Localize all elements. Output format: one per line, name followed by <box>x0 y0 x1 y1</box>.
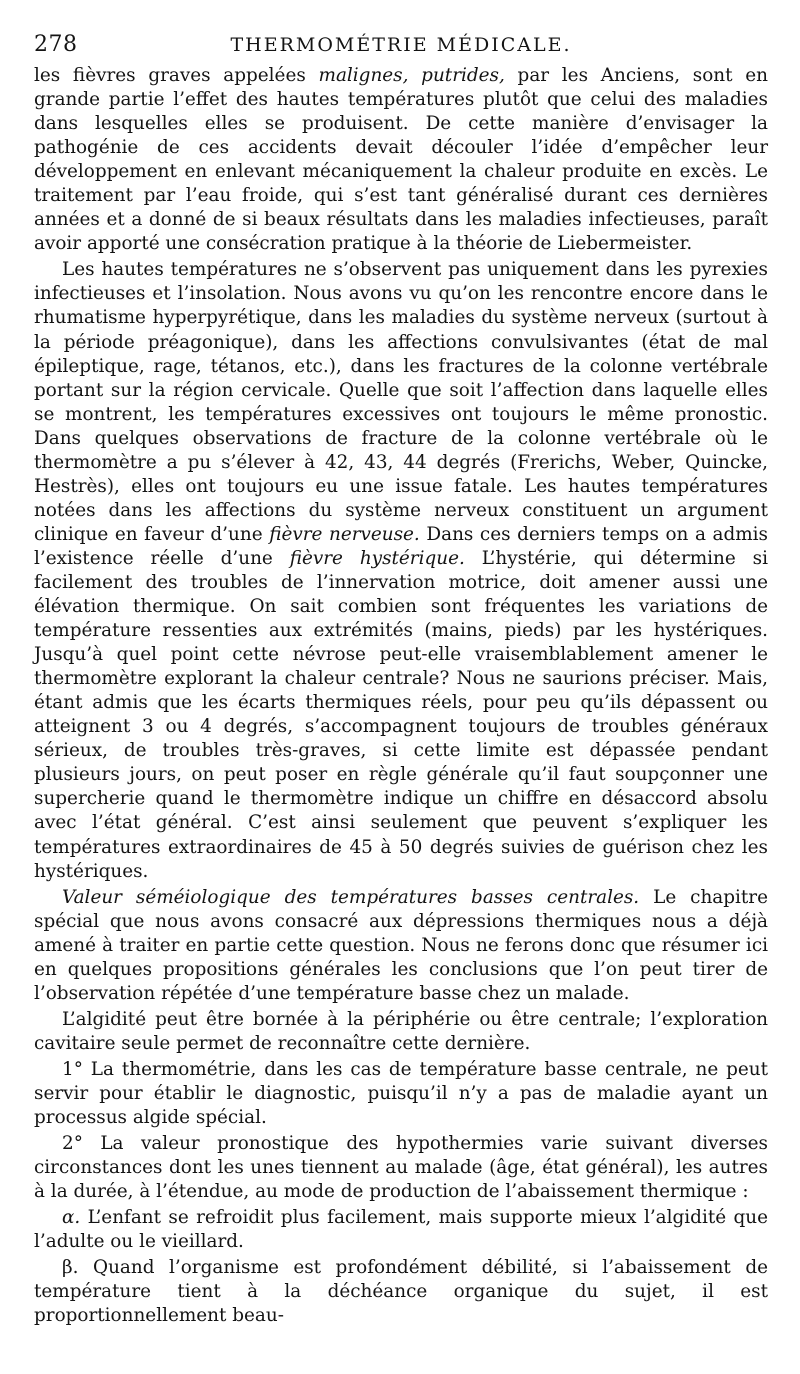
page-header <box>34 30 768 60</box>
text-run: par les Anciens, sont en grande partie l’effet des hautes températures plutôt que celui des maladies dans lesquelles elles se produisent. De cette manière d’envisager la pathogénie de ces accidents devait découler l’idée d’empêcher leur développement en enlevant mécaniquement la chaleur produite en excès. Le traitement par l’eau froide, qui s’est tant généralisé durant ces dernières années et a donné de si beaux résultats dans les maladies infectieuses, paraît avoir apporté une consécration pratique à la théorie de Liebermeister. <box>34 65 768 255</box>
paragraph <box>34 1256 768 1328</box>
italic-text: fièvre hystérique. <box>289 547 465 569</box>
italic-text: malignes, putrides, <box>318 65 505 86</box>
italic-text: fièvre nerveuse. <box>269 523 420 545</box>
text-run: 2° La valeur pronostique des hypothermies varie suivant diverses circonstances dont les unes tiennent au malade (âge, état général), les autres à la durée, à l’étendue, au mode de production de l’abaissement thermique : <box>34 1133 768 1203</box>
paragraph <box>34 1058 768 1130</box>
paragraph <box>34 1132 768 1204</box>
text-run: L’algidité peut être bornée à la périphérie ou être centrale; l’exploration cavitaire seule permet de reconnaître cette dernière. <box>34 1008 768 1054</box>
paragraph <box>34 1206 768 1254</box>
running-title: THERMOMÉTRIE MÉDICALE. <box>230 34 572 56</box>
italic-text: α. <box>62 1207 81 1229</box>
body-text <box>34 64 768 1328</box>
text-run: Les hautes températures ne s’observent pas uniquement dans les pyrexies infectieuses et l’insolation. Nous avons vu qu’on les rencontre encore dans le rhumatisme hyperpyrétique, dans les maladies du système nerveux (surtout à la période préagonique), dans les affections convulsivantes (état de mal épileptique, rage, tétanos, etc.), dans les fractures de la colonne vertébrale portant sur la région cervicale. Quelle que soit l’affection dans laquelle elles se montrent, les températures excessives ont toujours le même pronostic. Dans quelques observations de fracture de la colonne vertébrale où le thermomètre a pu s’élever à 42, 43, 44 degrés (Frerichs, Weber, Quincke, Hestrès), elles ont toujours eu une issue fatale. Les hautes températures notées dans les affections du système nerveux constituent un argument clinique en faveur d’une <box>34 259 768 545</box>
text-run: Dans ces derniers temps on a admis l’existence réelle d’une <box>34 523 768 569</box>
text-run: L’hystérie, qui détermine si facilement des troubles de l’innervation motrice, doit amener aussi une élévation thermique. On sait combien sont fréquentes les variations de température ressenties aux extrémités (mains, pieds) par les hystériques. Jusqu’à quel point cette névrose peut-elle vraisemblablement amener le thermomètre explorant la chaleur centrale? Nous ne saurions préciser. Mais, étant admis que les écarts thermiques réels, pour peu qu’ils dépassent ou atteignent 3 ou 4 degrés, s’accompagnent toujours de troubles généraux sérieux, de troubles très-graves, si cette limite est dépassée pendant plusieurs jours, on peut poser en règle générale qu’il faut soupçonner une supercherie quand le thermomètre indique un chiffre en désaccord absolu avec l’état général. C’est ainsi seulement que peuvent s’expliquer les températures extraordinaires de 45 à 50 degrés suivies de guérison chez les hystériques. <box>34 547 769 882</box>
text-run: les fièvres graves appelées <box>34 65 319 86</box>
italic-text: Valeur séméiologique des températures basses centrales. <box>62 886 640 908</box>
text-run: 1° La thermométrie, dans les cas de température basse centrale, ne peut servir pour établir le diagnostic, puisqu’il n’y a pas de maladie ayant un processus algide spécial. <box>34 1058 768 1129</box>
text-run: Le chapitre spécial que nous avons consacré aux dépressions thermiques nous a déjà amené à traiter en partie cette question. Nous ne ferons donc que résumer ici en quelques propositions générales les conclusions que l’on peut tirer de l’observation répétée d’une température basse chez un malade. <box>34 886 768 1004</box>
paragraph <box>34 258 768 883</box>
paragraph <box>34 1008 768 1056</box>
text-run: β. Quand l’organisme est profondément débilité, si l’abaissement de température tient à la déchéance organique du sujet, il est proportionnellement beau- <box>34 1257 768 1327</box>
paragraph <box>34 64 768 256</box>
text-run: L’enfant se refroidit plus facilement, mais supporte mieux l’algidité que l’adulte ou le vieillard. <box>34 1207 768 1253</box>
page-number: 278 <box>34 32 78 57</box>
paragraph <box>34 886 768 1006</box>
